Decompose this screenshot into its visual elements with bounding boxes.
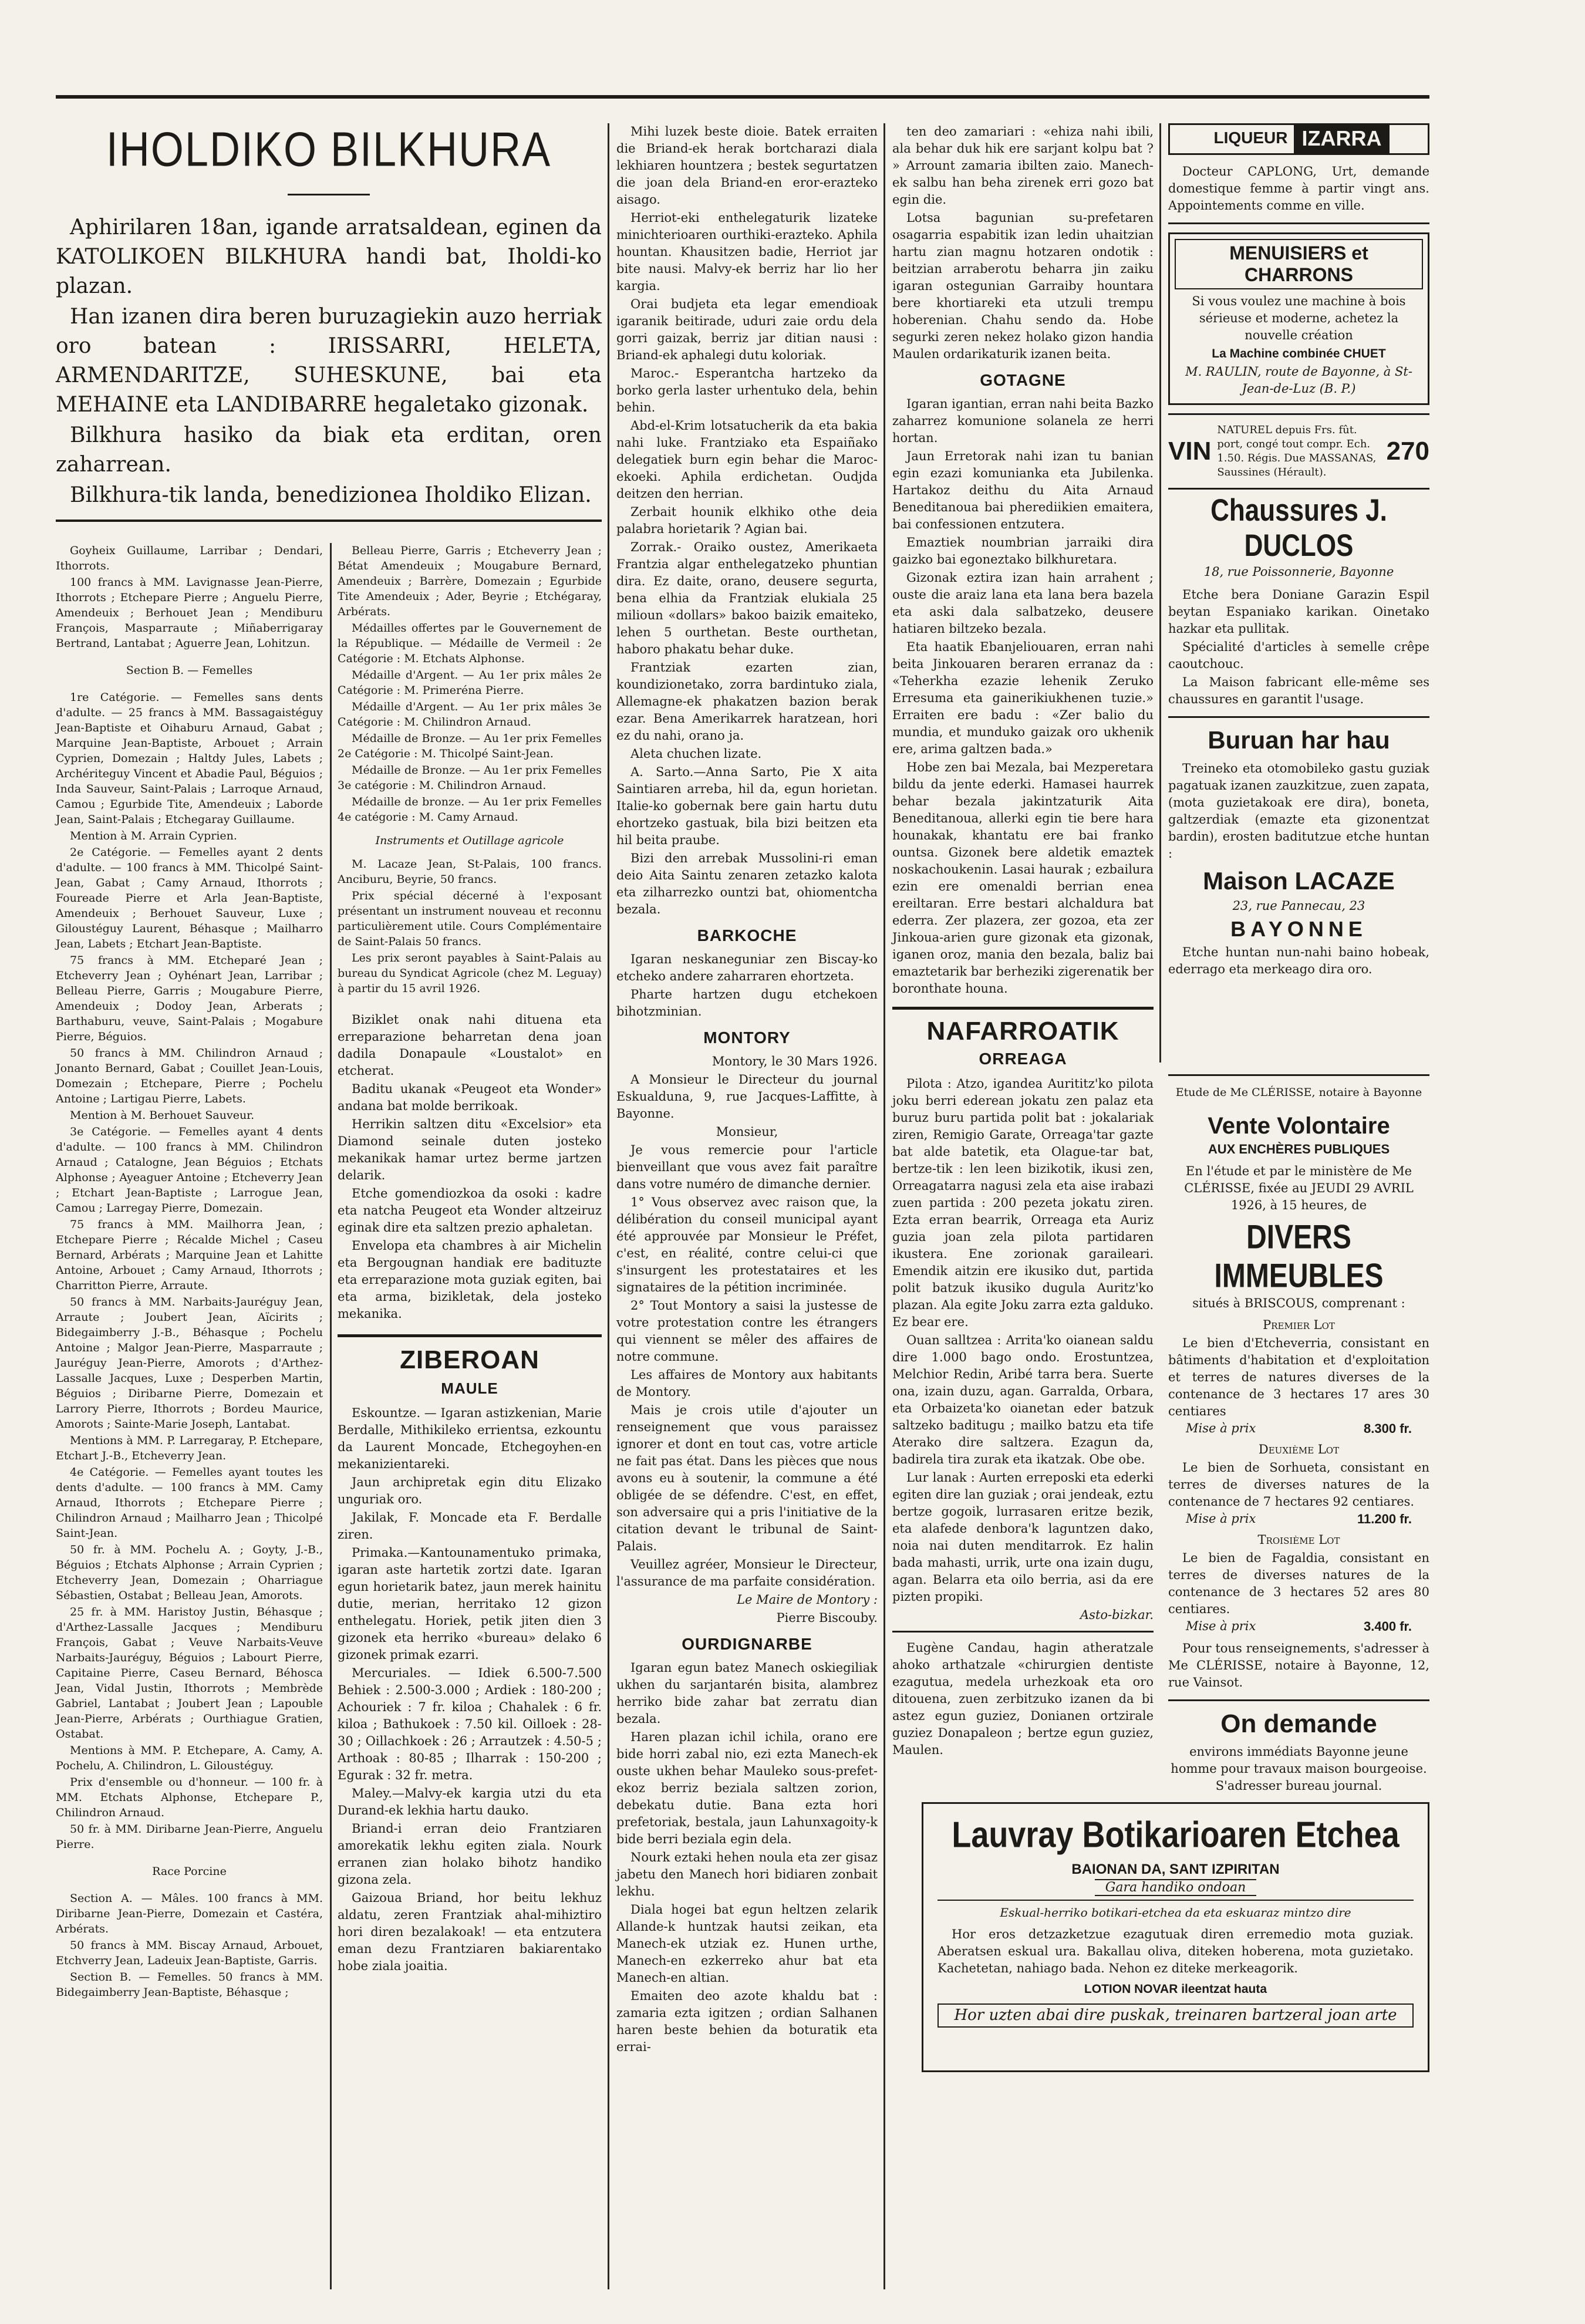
ziberoan-rule (338, 1334, 602, 1337)
divers-title: DIVERS IMMEUBLES (1214, 1219, 1384, 1295)
col1-para: 1re Catégorie. — Femelles sans dents d'adulte. — 25 francs à MM. Bassagaistéguy Jean-Baptiste et Oihaburu Arnaud, Gabat ; Marquine Jean-Baptiste, Arbouet ; Arrain Cyprien, Domezain ; Haltdy Jules, Labets ; Archériteguy Vincent et Abadie Paul, Béguios ; Inda Sauveur, Saint-Palais ; Larroque Arnaud, Camou ; Egurbide Tite, Amendeuix ; Laborde Jean, Saint-Palais ; Etchegaray Guillaume. (56, 691, 323, 826)
col3-para: Zorrak.- Oraiko oustez, Amerikaeta Frantzia algar enthelegatzeko phuntian dira. Ez daite, orano, deusere segurta, bena elhia da Frantziak elukiala 25 milioun «dollars» bakoo baizik emaiteko, lehen 5 ourthetan. Beste ourthetan, haboro phakatu behar duke. (616, 540, 878, 656)
col4-para: Ouan salltzea : Arrita'ko oianean saldu dire 1.000 bago ondo. Erostuntzea, Melchior Redin, Aribé tarra bera. Suerte ona, izain duzu, agan. Garralda, Orbara, eta Orbaizeta'ko oianetan eder batzuk saltzeko baditugu ; mailko batzu eta tife Aterako dire saltzera. Ezagun da, badirela tira zurak eta ikatzak. Obe obe. (892, 1333, 1154, 1466)
col3-para: Maroc.- Esperantcha hartzeko da borko gerla laster urhentuko dela, behin behin. (616, 366, 878, 414)
lot-price: 3.400 fr. (1364, 1619, 1412, 1634)
col4-para: Eta haatik Ebanjeliouaren, erran nahi beita Jinkouaren beraren erranaz da : «Teherkha ezazie lehenik Zeruko Erresuma eta gainerikiukhenen tuzie.» Erraiten ere badu : «Zer balio du mundia, et munduko gaizak oro ukhenik ere, arima galtzen bada.» (892, 640, 1154, 756)
lot-price-label: Mise à prix (1186, 1421, 1256, 1435)
col1-para: 50 francs à MM. Narbaits-Jauréguy Jean, Arraute ; Joubert Jean, Aïcirits ; Bidegaimberry J.-B., Béhasque ; Pochelu Antoine ; Malgor Jean-Pierre, Masparraute ; Jauréguy Jean-Pierre, Amorots ; d'Arthez-Lassalle Jacques, Luxe ; Desperben Martin, Béguios ; Diribarne Pierre, Domezain et Larrory Pierre, Ithorrots ; Bordeu Maurice, Amorots ; Sainte-Marie Joseph, Lantabat. (56, 1296, 323, 1431)
nafarroatik-rule (892, 1007, 1154, 1010)
vin-ad (1168, 423, 1429, 480)
col2-para: Médaille de Bronze. — Au 1er prix Femelles 3e catégorie : M. Chilindron Arnaud. (338, 764, 602, 792)
letter-para: Je vous remercie pour l'article bienveillant que vous avez fait paraître dans votre numéro de dimanche dernier. (616, 1143, 878, 1191)
lauvray-sub2-row (937, 1880, 1414, 1895)
menuisiers-line: La Machine combinée CHUET (1212, 347, 1386, 360)
letter-para: Mais je crois utile d'ajouter un renseignement que vous paraissez ignorer et dont en tout cas, votre article ne fait pas état. Dans les pièces que nous avons eu à soutenir, la commune a été obligée de se défendre. C'est, en effet, son adversaire qui a pris l'initiative de la citation devant le tribunal de Saint-Palais. (616, 1403, 878, 1553)
col4-para: Lur lanak : Aurten erreposki eta ederki egiten dire lan guziak ; orai jendeak, eztu bertze gogoik, lurrasaren eritze bezik, eta alafede denbora'k laguntzen dako, noia nai duten menditarrok. Ez halin bada mahasti, urrik, urte ona izain dugu, agan. Belarra eta oilo berria, asi da ere pizten propiki. (892, 1470, 1154, 1604)
lacaze-addr: 23, rue Pannecau, 23 (1232, 899, 1365, 913)
col1-section: Race Porcine (152, 1865, 227, 1878)
letter-signature: Pierre Biscouby. (776, 1611, 878, 1625)
izarra-prefix: LIQUEUR (1213, 129, 1288, 147)
col3-para: A. Sarto.—Anna Sarto, Pie X aita Saintiaren arreba, hil da, egun horietan. Italie-ko gobernak bere gain hartu dutu ehortzeko gastuak, bila bizi beitzen eta hil beita praube. (616, 765, 878, 847)
lot-text: Le bien d'Etcheverria, consistant en bâtiments d'habitation et d'exploitation et terres de natures diverses de la contenance de 3 hectares 17 ares 30 centiares (1168, 1336, 1429, 1418)
izarra-text: Docteur CAPLONG, Urt, demande domestique femme à partir vingt ans. Appointements comme en ville. (1168, 164, 1429, 213)
duclos-text: Etche bera Doniane Garazin Espil beytan Espaniako karikan. Oinetako hazkar eta pullitak. (1168, 588, 1429, 636)
col2-para: Briand-i erran deio Frantziaren amorekatik lekhu egiten ziala. Nourk erranen zian holako bihotz handiko gizona zela. (338, 1822, 602, 1887)
vente-title: Vente Volontaire (1208, 1113, 1390, 1139)
ourdignarbe-heading: OURDIGNARBE (682, 1635, 812, 1653)
column-3 (616, 123, 878, 2289)
buruan-text: Treineko eta otomobileko gastu guziak pagatuak izanen zauzkitzue, zuen zapata, (mota guzietakoak ere dira), boneta, galtzerdiak (emazte eta gizonentzat bardin), erosten baditutzue etche huntan : (1168, 761, 1429, 861)
col2-para: Etche gomendiozkoa da osoki : kadre eta natcha Peugeot eta Wonder altzeiruz eginak dire eta saltzen prezio aphaletan. (338, 1186, 602, 1234)
column-divider (330, 543, 332, 2289)
col1-para: 50 francs à MM. Chilindron Arnaud ; Jonanto Bernard, Gabat ; Couillet Jean-Louis, Domezain ; Etchepare, Pierre ; Pochelu Antoine ; Lartigau Pierre, Labets. (56, 1047, 323, 1105)
col3-para: Orai budjeta eta legar emendioak igaranik beitirade, uduri zaie ordu dela gorri gaizak, berriz jar ditian nausi : Briand-ek aphalegi dutu koloriak. (616, 297, 878, 362)
headline-title: IHOLDIKO BILKHURA (106, 123, 552, 177)
lot-price: 8.300 fr. (1364, 1421, 1412, 1436)
menuisiers-title: MENUISIERS et CHARRONS (1175, 239, 1423, 289)
col3-para: Pharte hartzen dugu etchekoen bihotzminian. (616, 987, 878, 1018)
col1-section: Section B. — Femelles (126, 664, 253, 677)
duclos-text: La Maison fabricant elle-même ses chaussures en garantit l'usage. (1168, 675, 1429, 706)
headline-line: Aphirilaren 18an, igande arratsaldean, eginen da KATOLIKOEN BILKHURA handi bat, Iholdi-ko plazan. (56, 215, 602, 298)
col1-para: 100 francs à MM. Lavignasse Jean-Pierre, Ithorrots ; Etchepare Pierre ; Anguelu Pierre, Amendeuix ; Berhouet Jean ; Mendiburu François, Masparraute ; Miñaberrigaray Bertrand, Lantabat ; Aguerre Jean, Lohitzun. (56, 576, 323, 650)
col2-section: Instruments et Outillage agricole (375, 834, 564, 847)
divers-sub: situés à BRISCOUS, comprenant : (1192, 1296, 1405, 1310)
column-divider (608, 123, 609, 2289)
notary-ad (1168, 1074, 1429, 1793)
demande-title: On demande (1220, 1709, 1377, 1738)
col3-para: Mihi luzek beste dioie. Batek erraiten die Briand-ek herak bortcharazi diala lekhiaren hountzera ; bestek segurtatzen die joan dela Briand-en eror-erazteko aisago. (616, 124, 878, 207)
column-1 (56, 543, 323, 2289)
letter-date: Montory, le 30 Mars 1926. (711, 1054, 878, 1068)
letter-para: A Monsieur le Directeur du journal Eskualduna, 9, rue Jacques-Laffitte, à Bayonne. (616, 1072, 878, 1121)
col1-para: Mentions à MM. P. Etchepare, A. Camy, A. Pochelu, A. Chilindron, L. Giloustéguy. (56, 1744, 323, 1772)
lot-title: Deuxième Lot (1258, 1442, 1340, 1456)
lauvray-sub2: Gara handiko ondoan (1095, 1879, 1257, 1896)
col1-para: 25 fr. à MM. Haristoy Justin, Béhasque ; d'Arthez-Lassalle Jacques ; Mendiburu François, Gabat ; Veuve Narbaits-Veuve Narbaits-Jauréguy, Béguios ; Labourt Pierre, Capitaine Pierre, Caseu Bernard, Béhosca Jean, Vidal Justin, Ithorrots ; Membrède Gabriel, Lantabat ; Joubert Jean ; Lapouble Jean-Pierre, Arbérats ; Ourthiague Gratien, Ostabat. (56, 1605, 323, 1741)
ads-rule (1168, 222, 1429, 224)
barkoche-heading: BARKOCHE (697, 926, 797, 945)
col4-rule (892, 1631, 1154, 1632)
col2-para: Maley.—Malvy-ek kargia utzi du eta Durand-ek lekhia hartu dauko. (338, 1786, 602, 1817)
col3-para: Frantziak ezarten zian, koundizionetako, zorra bardintuko ziala, Allemagne-ek phakatzen bazion berak ezar. Bena Amerikarrek haratzean, hori ez du nahi, orano ja. (616, 660, 878, 743)
col1-para: Section A. — Mâles. 100 francs à MM. Diribarne Jean-Pierre, Domezain et Castéra, Arbérats. (56, 1892, 323, 1935)
col3-para: Abd-el-Krim lotsatucherik da eta bakia nahi luke. Frantziako eta Espaiñako delegatiek burn egin behar die Maroc-ekoeki. Aphila erdichetan. Oudjda deitzen den herrian. (616, 419, 878, 501)
lot-text: Le bien de Sorhueta, consistant en terres de diverses natures de la contenance de 7 hectares 92 centiares. (1168, 1460, 1429, 1509)
col4-para: ten deo zamariari : «ehiza nahi ibili, ala behar duk hik ere sarjant kolpu bat ? » Arrount zamaria ibilten zaio. Manech-ek salbu han beha zirenek erri gozo bat egin die. (892, 124, 1154, 207)
col4-para: Eugène Candau, hagin atheratzale ahoko arthatzale «chirurgien dentiste ezagutua, medela urhezkoak eta oro ditouena, zuen zerbitzuko izanen da bi astez egun guziez, Donianen ortzirale guziez Donapaleon ; bertze egun guziez, Maulen. (892, 1641, 1154, 1757)
col3-para: Bizi den arrebak Mussolini-ri eman deio Aita Saintu zenaren zetazko kalota eta zilharrezko ountzi bat, ohiomentcha bezala. (616, 851, 878, 916)
lauvray-tag: Eskual-herriko botikari-etchea da eta eskuaraz mintzo dire (937, 1900, 1414, 1921)
lauvray-title: Lauvray Botikarioaren Etchea (952, 1814, 1399, 1856)
col2-para: Belleau Pierre, Garris ; Etcheverry Jean ; Bétat Amendeuix ; Mougabure Bernard, Amendeuix ; Barrère, Domezain ; Egurbide Tite Amendeuix ; Ader, Beyrie ; Etchégaray, Arbérats. (338, 544, 602, 618)
column-divider (1159, 123, 1161, 1063)
col1-para: Goyheix Guillaume, Larribar ; Dendari, Ithorrots. (56, 544, 323, 572)
izarra-logo: IZARRA (1294, 125, 1390, 153)
col2-para: Envelopa eta chambres à air Michelin eta Bergougnan handiak ere badituzte eta erreparazione mota guziak egiten, bai eta arma, bizikletak, dela josteko mekanika. (338, 1239, 602, 1321)
ads-rule (1168, 488, 1429, 490)
headline-block (56, 112, 602, 522)
col1-para: 75 francs à MM. Etcheparé Jean ; Etcheverry Jean ; Oyhénart Jean, Larribar ; Belleau Pierre, Garris ; Mougabure Pierre, Amendeuix ; Dodoy Jean, Arberats ; Barthaburu, veuve, Saint-Palais ; Mogabure Pierre, Béguios. (56, 954, 323, 1043)
col2-para: Médailles offertes par le Gouvernement de la République. — Médaille de Vermeil : 2e Catégorie : M. Etchats Alphonse. (338, 622, 602, 665)
demande-text: environs immédiats Bayonne jeune homme pour travaux maison bourgeoise. S'adresser bureau journal. (1171, 1745, 1427, 1793)
col1-para: 3e Catégorie. — Femelles ayant 4 dents d'adulte. — 100 francs à MM. Chilindron Arnaud ; Catalogne, Jean Béguios ; Etchats Alphonse ; Ayeaguer Antoine ; Etcheverry Jean ; Etchart Jean-Baptiste ; Larrogue Jean, Camou ; Larregay Pierre, Domezain. (56, 1125, 323, 1215)
col1-para: 50 francs à MM. Biscay Arnaud, Arbouet, Etchverry Jean, Ladeuix Jean-Baptiste, Garris. (56, 1939, 323, 1967)
col3-para: Igaran neskaneguniar zen Biscay-ko etcheko andere zaharraren ehortzeta. (616, 952, 878, 983)
top-rule (56, 95, 1429, 99)
col1-para: 50 fr. à MM. Pochelu A. ; Goyty, J.-B., Béguios ; Etchats Alphonse ; Arrain Cyprien ; Etcheverry Jean, Domezain ; Oharriague Sébastien, Ostabat ; Belleau Jean, Amorots. (56, 1543, 323, 1602)
column-2 (338, 543, 602, 2289)
lauvray-sub: BAIONAN DA, SANT IZPIRITAN (1071, 1861, 1280, 1877)
col1-para: Section B. — Femelles. 50 francs à MM. Bidegaimberry Jean-Baptiste, Béhasque ; (56, 1971, 323, 1999)
lot-text: Le bien de Fagaldia, consistant en terres de diverses natures de la contenance de 3 hectares 52 ares 80 centiares. (1168, 1551, 1429, 1616)
duclos-addr: 18, rue Poissonnerie, Bayonne (1203, 565, 1394, 579)
lot-price-label: Mise à prix (1186, 1512, 1256, 1526)
col3-para: Haren plazan ichil ichila, orano ere bide horri zabal nio, ezi ezta Manech-ek ouste ukhen behar Mauleko sous-prefet-ekoz berriz beziala saltzen zorion, debekatu dutie. Bana ezta hori prefetoriak, bestala, jaun Lahunxagoity-k bide berri beziala egin dela. (616, 1730, 878, 1846)
vin-text: NATUREL depuis Frs. fût. port, congé tout compr. Ech. 1.50. Régis. Due MASSANAS, Saussines (Hérault). (1217, 424, 1377, 478)
ads-rule (1168, 413, 1429, 415)
ziberoan-heading: ZIBEROAN (400, 1345, 539, 1374)
lot-price-row (1168, 1421, 1429, 1436)
menuisiers-line: Si vous voulez une machine à bois sérieuse et moderne, achetez la nouvelle création (1192, 294, 1406, 342)
col4-para: Gizonak eztira izan hain arrahent ; ouste die araiz lana eta lana bera bazela eta aski dala salbatzeko, deusere hatiaren biltzeko bezala. (892, 571, 1154, 636)
vente-text: En l'étude et par le ministère de Me CLÉRISSE, fixée au JEUDI 29 AVRIL 1926, à 15 heures, de (1184, 1164, 1414, 1212)
col1-para: Mention à M. Arrain Cyprien. (70, 829, 237, 842)
ads-column (1168, 123, 1429, 1063)
col3-para: Emaiten deo azote khaldu bat : zamaria ezta igitzen ; ordian Salhanen haren beste behien da boturatik eta errai- (616, 1989, 878, 2054)
lacaze-text: Etche huntan nun-nahi baino hobeak, ederrago eta merkeago dira oro. (1168, 945, 1429, 976)
lot-price: 11.200 fr. (1357, 1512, 1412, 1526)
col4-para: Jaun Erretorak nahi izan tu banian egin ezazi komunianka eta Jubilenka. Hartakoz deithu du Aita Arnaud Beneditanoua bai pherediikien emaitera, bai confessionen entzutera. (892, 449, 1154, 531)
col3-para: Nourk eztaki hehen noula eta zer gisaz jabetu den Manech hori bidiaren zonbait lekhu. (616, 1850, 878, 1898)
lauvray-text: Hor eros detzazketzue ezagutuak diren erremedio mota guziak. Aberatsen eskual ura. Bakallau oliva, diteken hoberena, mota guzietako. Kachetetan, nahiago bada. Nehon ez diteke merkeagorik. (937, 1927, 1414, 1975)
col2-para: Herrikin saltzen ditu «Excelsior» eta Diamond seinale duten josteko mekanikak hamar urtez berme jartzen delarik. (338, 1117, 602, 1182)
col2-para: Jakilak, F. Moncade eta F. Berdalle ziren. (338, 1510, 602, 1542)
lacaze-title: Maison LACAZE (1203, 867, 1395, 895)
col2-para: Mercuriales. — Idiek 6.500-7.500 Behiek : 2.500-3.000 ; Ardiek : 180-200 ; Achouriek : 7 fr. kiloa ; Chahalek : 6 fr. kiloa ; Bathukoek : 7.50 kil. Oilloek : 28-30 ; Oillachkoek : 26 ; Arrautzek : 4.50-5 ; Arthoak : 80-85 ; Ilharrak : 150-200 ; Egurak : 32 fr. metra. (338, 1666, 602, 1782)
col2-para: M. Lacaze Jean, St-Palais, 100 francs. Anciburu, Beyrie, 50 francs. (338, 858, 602, 886)
lot-title: Troisième Lot (1257, 1533, 1340, 1547)
col1-para: 2e Catégorie. — Femelles ayant 2 dents d'adulte. — 100 francs à MM. Thicolpé Saint-Jean, Gabat ; Camy Arnaud, Ithorrots ; Foureade Pierre et Arla Jean-Baptiste, Amendeuix ; Berhouet Sauveur, Luxe ; Giloustéguy Laurent, Béhasque ; Mailharro Jean, Labets ; Etchart Jean-Baptiste. (56, 846, 323, 950)
menuisiers-line: M. RAULIN, route de Bayonne, à St-Jean-de-Luz (B. P.) (1185, 365, 1412, 396)
col4-para: Hobe zen bai Mezala, bai Mezperetara bildu da jente ederki. Hamasei haurrek behar bezala jakintzaturik Aita Beneditanoua, allerki egin tie bere hara hounakak, khantatu ere bai franko ountsa. Gizonek bere aldetik emaztek noskachoukenin. Lasai haurak ; ezbailura ezin ere omenaldi berrian enea ereiltaran. Erre bestari alchaldura bat ederra. Zer plazera, zer gozoa, eta zer Jinkoua-arien gure gizonak eta gizonak, iganen oroz, mania den bezala, baliz bai emaztetarik bar berheziki zigerenatik ber boronthate houna. (892, 760, 1154, 996)
col1-para: Mentions à MM. P. Larregaray, P. Etchepare, Etchart J.-B., Etcheverry Jean. (56, 1434, 323, 1462)
col2-para: Eskountze. — Igaran astizkenian, Marie Berdalle, Mithikileko errientsa, ezkountu da Laurent Moncade, Etchegoyhen-en mekanizientareki. (338, 1406, 602, 1471)
headline-rule (288, 194, 370, 195)
lot-price-row (1168, 1512, 1429, 1527)
col3-para: Diala hogei bat egun heltzen zelarik Allande-k huntzak hautsi zeikan, eta Manech-ek utziak ez. Hunen urthe, Manech-en ezkerreko ahur bat eta Manech-en altian. (616, 1903, 878, 1985)
montory-heading: MONTORY (703, 1028, 791, 1047)
col2-para: Médaille d'Argent. — Au 1er prix mâles 2e Catégorie : M. Primeréna Pierre. (338, 669, 602, 697)
letter-para: 2° Tout Montory a saisi la justesse de votre protestation contre les étrangers qui viennent se mêler des affaires de notre commune. (616, 1298, 878, 1364)
nafarroatik-heading: NAFARROATIK (926, 1017, 1119, 1045)
lot-footer: Pour tous renseignements, s'adresser à Me CLÉRISSE, notaire à Bayonne, 12, rue Vainsot. (1168, 1641, 1429, 1689)
col4-para: Igaran igantian, erran nahi beita Bazko zaharrez komunione solanela ze herri hortan. (892, 397, 1154, 445)
lacaze-city: BAYONNE (1230, 917, 1367, 941)
ads-rule (1168, 1699, 1429, 1701)
menuisiers-ad (1168, 232, 1429, 405)
col2-para: Biziklet onak nahi dituena eta erreparazione beharretan dena joan dadila Donapaule «Loustalot» en etcherat. (338, 1013, 602, 1078)
col3-para: Igaran egun batez Manech oskiegiliak ukhen du sarjantarén bisita, alambrez herriko bide zahar bat zerratu dian bezala. (616, 1661, 878, 1726)
column-divider (883, 123, 885, 2289)
col3-para: Zerbait hounik elkhiko othe deia palabra horietarik ? Agian bai. (616, 505, 878, 536)
col2-para: Médaille de Bronze. — Au 1er prix Femelles 2e Catégorie : M. Thicolpé Saint-Jean. (338, 732, 602, 760)
col2-para: Médaille d'Argent. — Au 1er prix mâles 3e Catégorie : M. Chilindron Arnaud. (338, 700, 602, 728)
headline-bottom-rule (56, 520, 602, 522)
col4-signature: Asto-bizkar. (1080, 1608, 1154, 1622)
letter-para: Veuillez agréer, Monsieur le Directeur, l'assurance de ma parfaite considération. (616, 1557, 878, 1588)
col4-para: Emaztiek noumbrian jarraiki dira gaizko bai egoneztako bilkhuretara. (892, 535, 1154, 566)
orreaga-heading: ORREAGA (979, 1050, 1067, 1068)
lauvray-lotion: LOTION NOVAR ileentzat hauta (1084, 1982, 1267, 1996)
gotagne-heading: GOTAGNE (980, 371, 1066, 389)
letter-para: Monsieur, (716, 1125, 778, 1139)
lauvray-ad (922, 1802, 1429, 2072)
headline-line: Han izanen dira beren buruzagiekin auzo herriak oro batean : IRISSARRI, HELETA, ARMENDARITZE, SUHESKUNE, bai eta MEHAINE eta LANDIBARRE hegaletako gizonak. (56, 305, 602, 417)
col1-para: Mention à M. Berhouet Sauveur. (70, 1109, 255, 1122)
vin-label: VIN (1168, 437, 1212, 466)
col2-para: Prix spécial décerné à l'exposant présentant un instrument nouveau et reconnu particulièrement utile. Cours Complémentaire de Saint-Palais 50 francs. (338, 889, 602, 948)
izarra-banner (1168, 123, 1429, 155)
lot-title: Premier Lot (1263, 1318, 1335, 1332)
maule-heading: MAULE (441, 1379, 498, 1397)
duclos-text: Spécialité d'articles à semelle crêpe caoutchouc. (1168, 640, 1429, 671)
col2-para: Médaille de bronze. — Au 1er prix Femelles 4e catégorie : M. Camy Arnaud. (338, 795, 602, 824)
clerisse-header: Etude de Me CLÉRISSE, notaire à Bayonne (1175, 1086, 1422, 1099)
col2-para: Baditu ukanak «Peugeot eta Wonder» andana bat molde berrikoak. (338, 1082, 602, 1113)
col3-para: Herriot-eki enthelegaturik lizateke minichterioaren ourthiki-erazteko. Aphila hountan. Khausitzen badie, Herriot jar bite nausi. Malvy-ek berriz har lio her kargia. (616, 211, 878, 293)
ads-rule (1168, 1074, 1429, 1076)
lauvray-footer: Hor uzten abai dire puskak, treinaren bartzeral joan arte (937, 2003, 1414, 2028)
col2-para: Primaka.—Kantounamentuko primaka, igaran aste hartetik zortzi date. Igaran egun horietarik batez, jaun merek hainitu dutie, merian, herritako 12 gizon enthelegatu. Horiek, petik jiten dien 3 gizonek eta herriko «bureau» delako 6 gizonek primak ezarri. (338, 1546, 602, 1662)
col1-para: 75 francs à MM. Mailhorra Jean, ; Etchepare Pierre ; Récalde Michel ; Caseu Bernard, Arbérats ; Marquine Jean et Lahitte Antoine, Arbouet ; Camy Arnaud, Ithorrots ; Charritton Pierre, Arraute. (56, 1218, 323, 1292)
col2-para: Jaun archipretak egin ditu Elizako unguriak oro. (338, 1475, 602, 1506)
col4-para: Lotsa bagunian su-prefetaren osagarria espabitik izan ledin uhaitzian hartu zian magnu hotzaren ondotik : beitzian arraberotu beharra jin zaiku igaran ostegunian Garraiby hountara bere khortiareki eta utzuli trempu hoberenian. Chahu sendo da. Hobe segurki zeren nekez holako gizon handia Maulen ordarikaturik izanen beita. (892, 211, 1154, 361)
vente-sub: AUX ENCHÈRES PUBLIQUES (1208, 1142, 1390, 1156)
col2-para: Les prix seront payables à Saint-Palais au bureau du Syndicat Agricole (chez M. Leguay) à partir du 15 avril 1926. (338, 952, 602, 995)
col3-para: Aleta chuchen lizate. (630, 747, 762, 761)
duclos-title: Chaussures J. DUCLOS (1210, 493, 1387, 563)
letter-signoff: Le Maire de Montory : (737, 1593, 878, 1607)
lot-price-label: Mise à prix (1186, 1619, 1256, 1633)
lot-price-row (1168, 1619, 1429, 1634)
letter-para: 1° Vous observez avec raison que, la délibération du conseil municipal ayant été approuvée par Monsieur le Préfet, c'est, en réalité, contre celui-ci que s'insurgent les protestataires et les signataires de la pétition incriminée. (616, 1195, 878, 1294)
col1-para: 4e Catégorie. — Femelles ayant toutes les dents d'adulte. — 100 francs à MM. Camy Arnaud, Ithorrots ; Etchepare Pierre ; Chilindron Arnaud ; Mailharro Jean ; Thicolpé Saint-Jean. (56, 1466, 323, 1540)
headline-line: Bilkhura-tik landa, benedizionea Iholdiko Elizan. (70, 483, 592, 507)
col1-para: Prix d'ensemble ou d'honneur. — 100 fr. à MM. Etchats Alphonse, Etchepare P., Chilindron Arnaud. (56, 1776, 323, 1819)
buruan-title: Buruan har hau (1208, 726, 1390, 754)
col4-para: Pilota : Atzo, igandea Aurititz'ko pilota joku berri ederean jokatu zen palaz eta buruz buru partida polit bat : jokalariak ziren, Remigio Garate, Orreaga'tar gazte bat alde batetik, eta Olague-tar bat, bertze-tik : len leen bizikotik, ikusi zen, Orreagatarra nagusi zela eta aise irabazi zuen partida : 200 pezeta jokatu ziren. Ezta erran bearrik, Orreaga eta Auriz guzia joan zela pilota partidaren ikustera. Ene zorionak garaileari. Emendik aitzin ere ikusiko dut, partida polit batzuk ikusiko dugula Auritz'ko plazan. Ala egite Joku zarra ezta galduko. Ez bear ere. (892, 1077, 1154, 1329)
col2-para: Gaizoua Briand, hor beitu lekhuz aldatu, zeren Frantziak ahal-mihiztiro hori diren bezalakoak! — eta entzutera eman dezu Frantziaren bakiarentako hobe ziala joaitia. (338, 1891, 602, 1973)
headline-line: Bilkhura hasiko da biak eta erditan, oren zaharrean. (56, 423, 602, 477)
ads-rule (1168, 716, 1429, 718)
vin-price: 270 (1386, 437, 1429, 466)
letter-para: Les affaires de Montory aux habitants de Montory. (616, 1368, 878, 1399)
col1-para: 50 fr. à MM. Diribarne Jean-Pierre, Anguelu Pierre. (56, 1823, 323, 1851)
